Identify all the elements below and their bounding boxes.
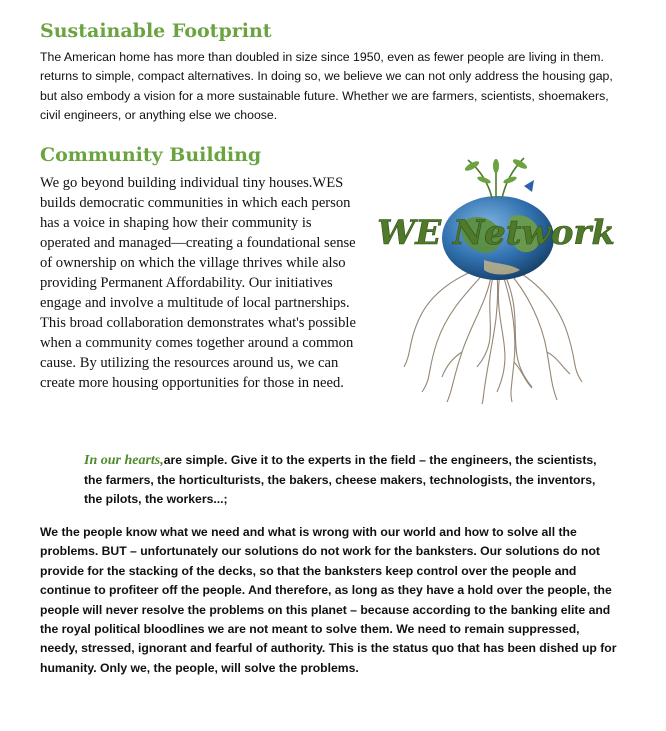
we-network-logo bbox=[377, 152, 615, 408]
quote-lead: In our hearts, bbox=[84, 453, 164, 468]
logo-text: WE Network bbox=[377, 213, 615, 253]
section-heading-community-building: Community Building bbox=[40, 144, 262, 166]
sustainable-footprint-paragraph: The American home has more than doubled in size since 1950, even as fewer people are living in them. returns to simple, compact alternatives. In doing so, we believe we can not only address the housing gap, but also embody a vision for a more sustainable future. Whether we are farmers, scientists, shoemakers, civil engineers, or anything else we choose. bbox=[40, 50, 613, 123]
globe-with-roots-and-plants-icon bbox=[377, 152, 615, 408]
quote-rest: are simple. Give it to the experts in the field – the engineers, the scientists, the farmers, the horticulturists, the bakers, cheese makers, technologists, the inventors, the pilots, the workers...; bbox=[84, 453, 597, 506]
closing-paragraph: We the people know what we need and what is wrong with our world and how to solve all the problems. BUT – unfortunately our solutions do not work for the banksters. Our solutions do not provide for the stacking of the decks, so that the banksters keep control over the people and continue to profiteer off the people. And therefore, as long as they have a hold over the people, the people will never resolve the problems on this planet – because according to the banking elite and the royal political bloodlines we are not meant to solve them. We need to remain suppressed, needy, stressed, ignorant and fearful of authority. This is the status quo that has been dished up for humanity. Only we, the people, will solve the problems. bbox=[40, 525, 617, 675]
community-building-paragraph: We go beyond building individual tiny houses.WES builds democratic communities in which each person has a voice in shaping how their community is operated and managed—creating a foundational sense of ownership on which the village thrives while also providing Permanent Affordability. Our initiatives engage and involve a multitude of local partnerships. This broad collaboration demonstrates what's possible when a community comes together around a common cause. By utilizing the resources around us, we can create more housing opportunities for those in need. bbox=[40, 175, 356, 392]
section-heading-sustainable-footprint: Sustainable Footprint bbox=[40, 20, 272, 42]
quote-paragraph bbox=[84, 451, 604, 510]
